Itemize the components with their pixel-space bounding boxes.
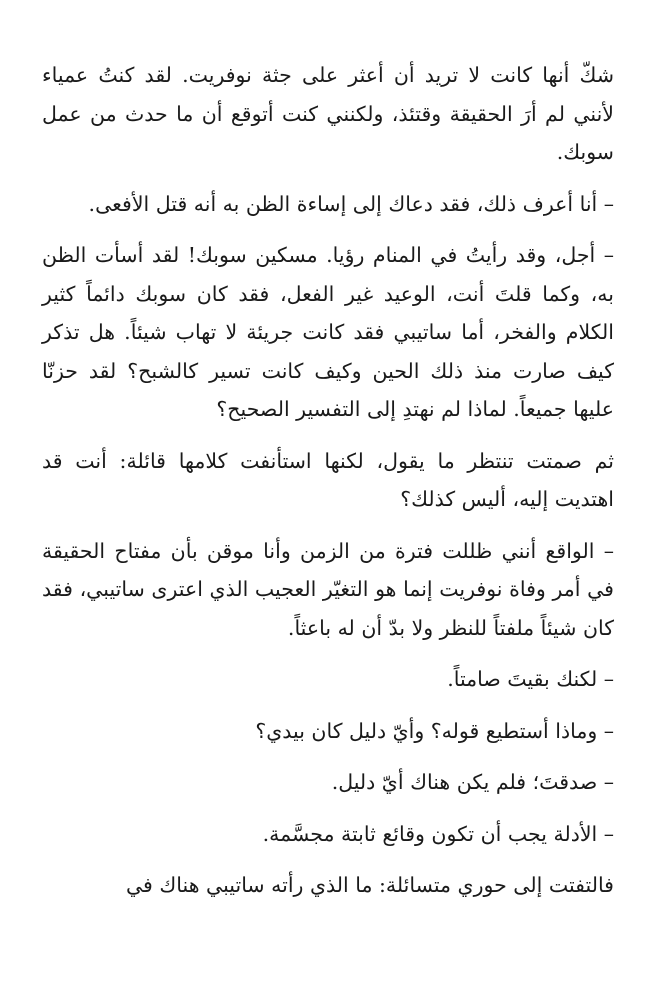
dialogue-line: – صدقتَ؛ فلم يكن هناك أيّ دليل. xyxy=(331,770,614,794)
dialogue-line: – أنا أعرف ذلك، فقد دعاك إلى إساءة الظن به أنه قتل الأفعى. xyxy=(88,191,614,216)
dialogue-line: – لكنك بقيتَ صامتاً. xyxy=(447,667,614,691)
dialogue-line: – الأدلة يجب أن تكون وقائع ثابتة مجسَّمة. xyxy=(262,821,614,846)
paragraph-continuation: شكّ أنها كانت لا تريد أن أعثر على جثة نوفريت. لقد كنتُ عمياء لأنني لم أرَ الحقيقة وقتئذ، ولكنني كنت أتوقع أن ما حدث من عمل سوبك. xyxy=(42,63,614,164)
dialogue-line: – أجل، وقد رأيتُ في المنام رؤيا. مسكين سوبك! لقد أسأت الظن به، وكما قلتَ أنت، الوعيد غير الفعل، فقد كان سوبك دائماً كثير الكلام والفخر، أما ساتيبي فقد كانت جريئة لا تهاب شيئاً. هل تذكر كيف صارت منذ ذلك الحين وكيف كانت تسير كالشبح؟ لقد حزنّا عليها جميعاً. لماذا لم نهتدِ إلى التفسير الصحيح؟ xyxy=(42,243,614,421)
narration-paragraph: فالتفتت إلى حوري متسائلة: ما الذي رأته ساتيبي هناك في xyxy=(125,873,614,897)
dialogue-line: – وماذا أستطيع قوله؟ وأيّ دليل كان بيدي؟ xyxy=(255,718,614,743)
book-page xyxy=(42,56,614,918)
narration-paragraph: ثم صمتت تنتظر ما يقول، لكنها استأنفت كلامها قائلة: أنت قد اهتديت إليه، أليس كذلك؟ xyxy=(42,448,614,511)
dialogue-line: – الواقع أنني ظللت فترة من الزمن وأنا موقن بأن مفتاح الحقيقة في أمر وفاة نوفريت إنما هو التغيّر العجيب الذي اعترى ساتيبي، فقد كان شيئاً ملفتاً للنظر ولا بدّ أن له باعثاً. xyxy=(42,538,614,640)
